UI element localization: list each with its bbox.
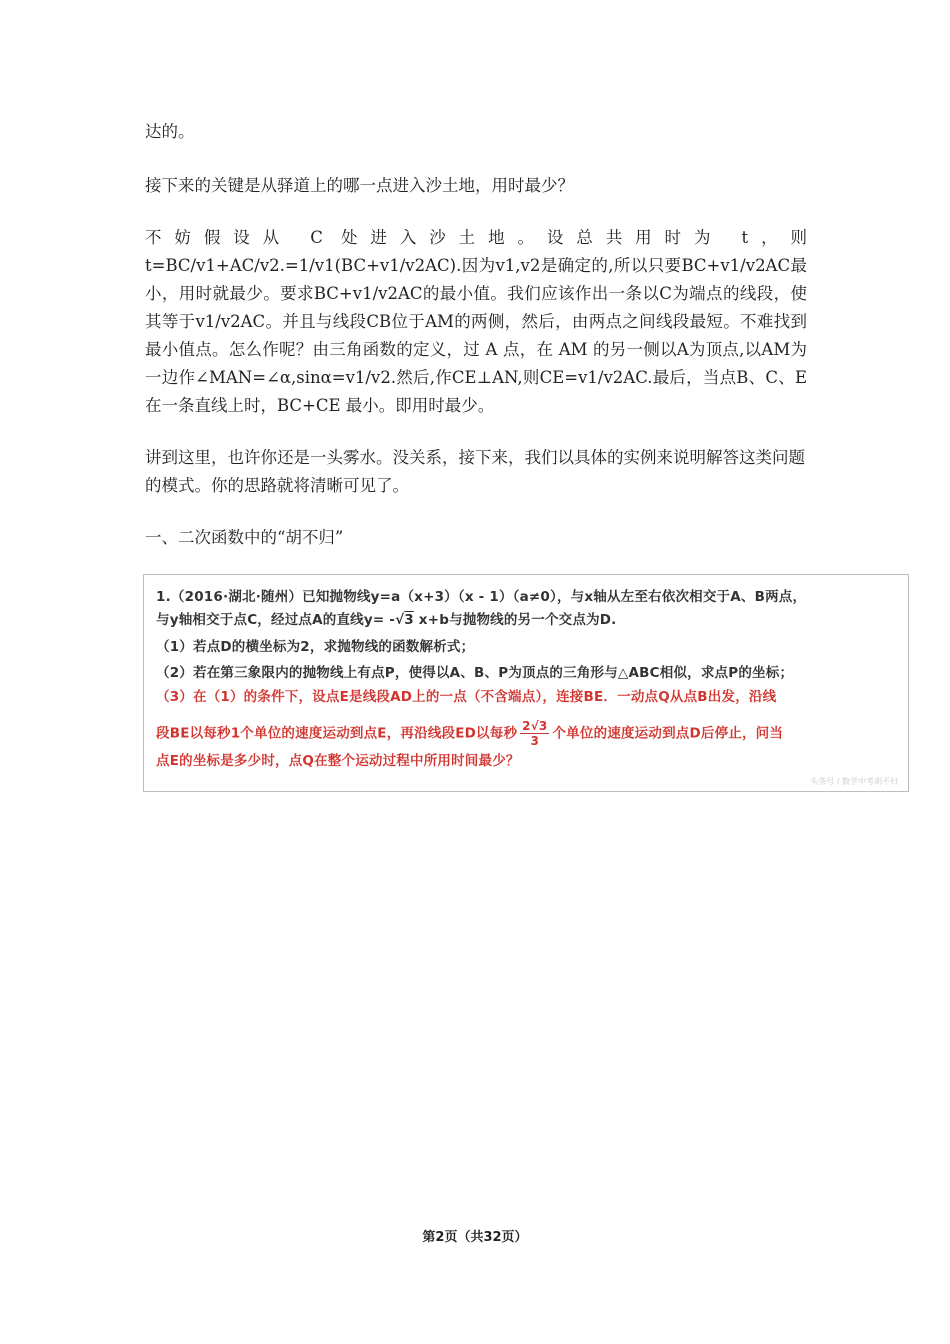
speed-fraction xyxy=(520,719,549,748)
section-heading: 一、二次函数中的“胡不归” xyxy=(145,528,344,547)
paragraph-1: 达的。 xyxy=(145,122,195,141)
sqrt-symbol: √ xyxy=(395,612,405,628)
problem-part-3-line-3: 点E的坐标是多少时，点Q在整个运动过程中所用时间最少？ xyxy=(156,753,520,769)
fraction-denominator: 3 xyxy=(530,734,540,748)
paragraph-2: 接下来的关键是从驿道上的哪一点进入沙土地，用时最少？ xyxy=(145,176,574,195)
problem-part-2: （2）若在第三象限内的抛物线上有点P，使得以A、B、P为顶点的三角形与△ABC相似，求点P的坐标； xyxy=(156,665,794,681)
watermark: 头条号 / 数学中考胡不归 xyxy=(810,777,898,786)
page-footer: 第2页（共32页） xyxy=(422,1230,528,1245)
problem-line-2-end: x+b与抛物线的另一个交点为D. xyxy=(418,612,617,628)
problem-image xyxy=(143,574,909,792)
problem-line-6-start: 段BE以每秒1个单位的速度运动到点E，再沿线段ED以每秒 xyxy=(156,725,518,742)
problem-line-6-end: 个单位的速度运动到点D后停止，问当 xyxy=(552,725,784,742)
sqrt-radicand: 3 xyxy=(404,612,414,628)
problem-line-1: 1.（2016·湖北·随州）已知抛物线y=a（x+3）（x - 1）（a≠0），与x轴从左至右依次相交于A、B两点， xyxy=(156,589,807,605)
problem-part-3-line-2 xyxy=(156,719,783,748)
problem-line-2 xyxy=(156,608,617,628)
paragraph-4: 讲到这里，也许你还是一头雾水。没关系，接下来，我们以具体的实例来说明解答这类问题的模式。你的思路就将清晰可见了。 xyxy=(145,448,805,495)
problem-part-3: （3）在（1）的条件下，设点E是线段AD上的一点（不含端点），连接BE．一动点Q从点B出发，沿线 xyxy=(156,689,777,705)
paragraph-3: 不妨假设从 C 处进入沙土地。设总共用时为 t，则 t=BC/v1+AC/v2.=1/v1(BC+v1/v2AC).因为v1,v2是确定的,所以只要BC+v1/v2AC最小，用时就最少。要求BC+v1/v2AC的最小值。我们应该作出一条以C为端点的线段，使其等于v1/v2AC。并且与线段CB位于AM的两侧，然后，由两点之间线段最短。不难找到最小值点。怎么作呢？由三角函数的定义，过 A 点，在 AM 的另一侧以A为顶点,以AM为一边作∠MAN=∠α,sinα=v1/v2.然后,作CE⊥AN,则CE=v1/v2AC.最后，当点B、C、E在一条直线上时，BC+CE 最小。即用时最少。 xyxy=(145,228,807,415)
problem-line-2-start: 与y轴相交于点C，经过点A的直线y= - xyxy=(156,612,396,628)
fraction-numerator: 2√3 xyxy=(522,719,548,733)
problem-part-1: （1）若点D的横坐标为2，求抛物线的函数解析式； xyxy=(156,639,475,655)
